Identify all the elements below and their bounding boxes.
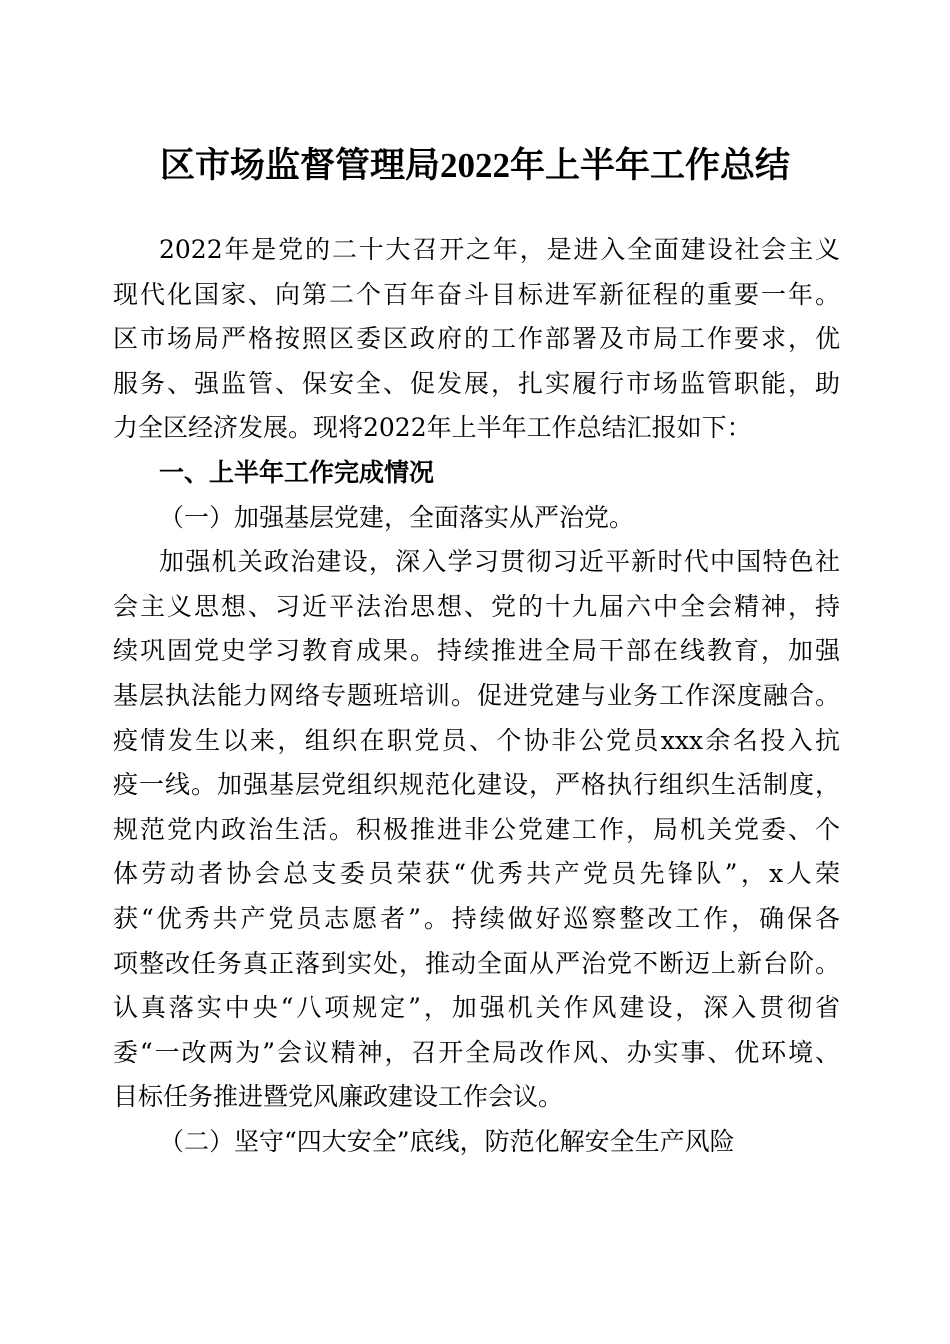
- paragraph-line: 基层执法能力网络专题班培训。促进党建与业务工作深度融合。: [113, 680, 840, 710]
- paragraph-line: 疫一线。加强基层党组织规范化建设，严格执行组织生活制度，: [113, 770, 840, 800]
- paragraph-line: 认真落实中央“八项规定”，加强机关作风建设，深入贯彻省: [113, 993, 840, 1023]
- paragraph-line: 2022年是党的二十大召开之年，是进入全面建设社会主义: [159, 235, 840, 264]
- subsection-heading: （二）坚守“四大安全”底线，防范化解安全生产风险: [159, 1126, 735, 1156]
- paragraph-line: 项整改任务真正落到实处，推动全面从严治党不断迈上新台阶。: [113, 948, 840, 978]
- paragraph-line: 获“优秀共产党员志愿者”。持续做好巡察整改工作，确保各: [113, 903, 840, 933]
- subsection-heading: （一）加强基层党建，全面落实从严治党。: [159, 502, 635, 532]
- document-title: 区市场监督管理局2022年上半年工作总结: [159, 146, 790, 185]
- paragraph-line: 目标任务推进暨党风廉政建设工作会议。: [113, 1082, 564, 1112]
- paragraph-line: 委“一改两为”会议精神，召开全局改作风、办实事、优环境、: [113, 1037, 840, 1067]
- paragraph-line: 会主义思想、习近平法治思想、党的十九届六中全会精神，持: [113, 591, 840, 621]
- paragraph-line: 力全区经济发展。现将2022年上半年工作总结汇报如下：: [113, 413, 752, 443]
- paragraph-line: 规范党内政治生活。积极推进非公党建工作，局机关党委、个: [113, 814, 840, 844]
- section-heading: 一、上半年工作完成情况: [159, 457, 435, 487]
- paragraph-line: 疫情发生以来，组织在职党员、个协非公党员xxx余名投入抗: [113, 725, 840, 755]
- paragraph-line: 现代化国家、向第二个百年奋斗目标进军新征程的重要一年。: [113, 279, 840, 309]
- paragraph-line: 服务、强监管、保安全、促发展，扎实履行市场监管职能，助: [113, 368, 840, 398]
- paragraph-line: 区市场局严格按照区委区政府的工作部署及市局工作要求，优: [113, 324, 840, 354]
- paragraph-line: 续巩固党史学习教育成果。持续推进全局干部在线教育，加强: [113, 636, 840, 666]
- document-body: [113, 228, 840, 1164]
- paragraph-line: 体劳动者协会总支委员荣获“优秀共产党员先锋队”，x人荣: [113, 859, 840, 889]
- paragraph-line: 加强机关政治建设，深入学习贯彻习近平新时代中国特色社: [159, 547, 840, 577]
